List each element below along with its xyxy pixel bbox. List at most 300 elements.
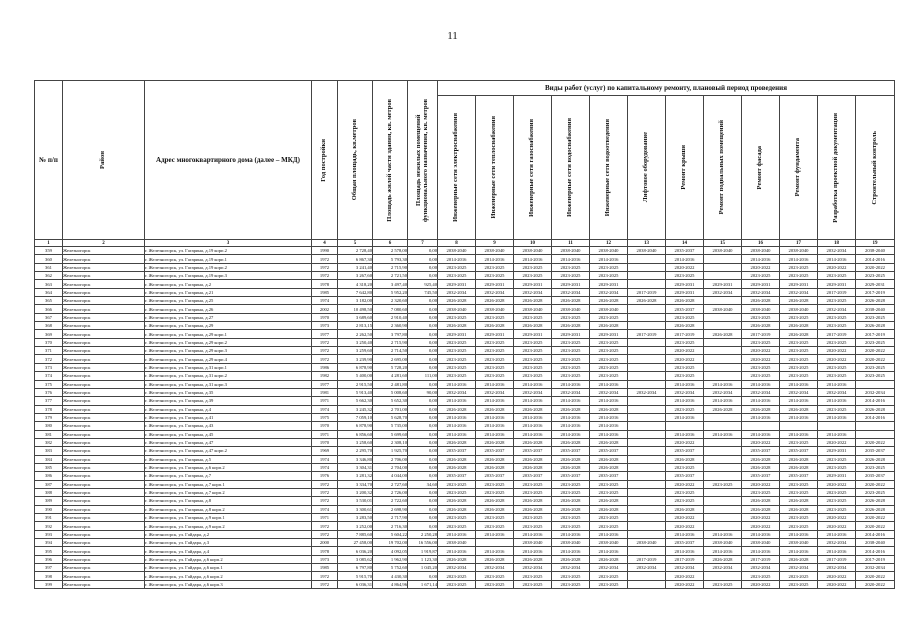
work-period-cell: 2020-2022 <box>666 347 704 355</box>
nonres-area-cell: 0,00 <box>408 522 438 530</box>
column-number: 12 <box>590 240 628 247</box>
header-year <box>312 81 338 240</box>
total-area-cell: 3 200,32 <box>338 488 373 496</box>
work-period-cell: 2029-2031 <box>590 330 628 338</box>
district-cell: Железногорск <box>63 397 145 405</box>
work-period-cell: 2020-2022 <box>856 580 895 588</box>
work-period-cell <box>628 355 666 363</box>
work-period-cell: 2023-2025 <box>514 522 552 530</box>
work-period-cell: 2026-2028 <box>666 322 704 330</box>
work-period-cell: 2017-2019 <box>742 330 780 338</box>
work-period-cell: 2020-2022 <box>742 263 780 271</box>
work-period-cell: 2014-2016 <box>438 547 476 555</box>
district-cell: Железногорск <box>63 438 145 446</box>
year-cell: 1985 <box>312 564 338 572</box>
total-area-cell: 7 885,60 <box>338 530 373 538</box>
address-cell: г. Железногорск, ул. Гагарина, д.7 корп.2 <box>145 488 312 496</box>
work-period-cell: 2023-2025 <box>438 338 476 346</box>
work-period-cell: 2038-2040 <box>856 539 895 547</box>
work-period-cell: 2026-2028 <box>780 455 818 463</box>
work-period-cell: 2023-2025 <box>438 272 476 280</box>
living-area-cell: 5 008,60 <box>373 388 408 396</box>
total-area-cell: 3 267,60 <box>338 272 373 280</box>
work-period-cell: 2023-2025 <box>818 313 856 321</box>
work-period-cell: 2020-2022 <box>666 438 704 446</box>
work-period-cell: 2035-2037 <box>514 472 552 480</box>
row-number: 395 <box>35 547 63 555</box>
header-total-area <box>338 81 373 240</box>
district-cell: Железногорск <box>63 488 145 496</box>
table-row <box>35 255 895 263</box>
work-period-cell: 2026-2028 <box>514 497 552 505</box>
work-period-cell: 2026-2028 <box>590 438 628 446</box>
work-period-cell: 2032-2034 <box>856 388 895 396</box>
nonres-area-cell: 1 671,14 <box>408 580 438 588</box>
district-cell: Железногорск <box>63 480 145 488</box>
work-period-cell: 2026-2028 <box>552 505 590 513</box>
work-period-cell: 2035-2037 <box>666 305 704 313</box>
work-period-cell: 2017-2019 <box>856 330 895 338</box>
work-period-cell: 2014-2016 <box>438 413 476 421</box>
address-cell: г. Железногорск, ул. Гайдара, д.4 <box>145 547 312 555</box>
header-work-2 <box>476 96 514 240</box>
work-period-cell: 2020-2022 <box>666 580 704 588</box>
address-cell: г. Железногорск, ул. Гагарина, д.9 корп.2 <box>145 522 312 530</box>
header-work-label: Ремонт фундамента <box>794 138 802 197</box>
row-number: 394 <box>35 539 63 547</box>
work-period-cell: 2032-2034 <box>818 305 856 313</box>
work-period-cell: 2023-2025 <box>742 572 780 580</box>
address-cell: г. Железногорск, ул. Гагарина, д.26 <box>145 305 312 313</box>
header-work-label: Лифтовое оборудование <box>642 132 650 203</box>
year-cell: 1971 <box>312 397 338 405</box>
column-number: 17 <box>780 240 818 247</box>
work-period-cell <box>628 263 666 271</box>
table-row <box>35 347 895 355</box>
living-area-cell: 2 481,80 <box>373 380 408 388</box>
work-period-cell <box>628 272 666 280</box>
year-cell: 1971 <box>312 430 338 438</box>
living-area-cell: 2 727,60 <box>373 480 408 488</box>
total-area-cell: 3 182,00 <box>338 297 373 305</box>
year-cell: 1978 <box>312 280 338 288</box>
work-period-cell: 2035-2037 <box>780 447 818 455</box>
work-period-cell: 2017-2019 <box>742 555 780 563</box>
nonres-area-cell: 0,00 <box>408 514 438 522</box>
work-period-cell: 2023-2025 <box>476 572 514 580</box>
row-number: 374 <box>35 372 63 380</box>
work-period-cell: 2014-2016 <box>514 530 552 538</box>
work-period-cell: 2032-2034 <box>628 564 666 572</box>
row-number: 362 <box>35 272 63 280</box>
work-period-cell: 2035-2037 <box>856 447 895 455</box>
work-period-cell: 2023-2025 <box>856 363 895 371</box>
work-period-cell: 2032-2034 <box>780 388 818 396</box>
work-period-cell: 2014-2016 <box>780 530 818 538</box>
work-period-cell: 2023-2025 <box>818 488 856 496</box>
work-period-cell: 2023-2025 <box>590 313 628 321</box>
total-area-cell: 3 250,40 <box>338 338 373 346</box>
table-row <box>35 380 895 388</box>
work-period-cell: 2032-2034 <box>514 564 552 572</box>
total-area-cell: 3 239,90 <box>338 355 373 363</box>
work-period-cell: 2014-2016 <box>590 380 628 388</box>
work-period-cell: 2014-2016 <box>476 255 514 263</box>
work-period-cell: 2035-2037 <box>514 447 552 455</box>
work-period-cell: 2014-2016 <box>590 413 628 421</box>
row-number: 389 <box>35 497 63 505</box>
living-area-cell: 2 578,00 <box>373 247 408 255</box>
row-number: 390 <box>35 505 63 513</box>
work-period-cell: 2026-2028 <box>552 497 590 505</box>
district-cell: Железногорск <box>63 497 145 505</box>
work-period-cell <box>704 572 742 580</box>
work-period-cell: 2035-2037 <box>742 472 780 480</box>
year-cell: 1986 <box>312 363 338 371</box>
work-period-cell: 2035-2037 <box>742 447 780 455</box>
district-cell: Железногорск <box>63 522 145 530</box>
row-number: 385 <box>35 463 63 471</box>
column-number: 2 <box>63 240 145 247</box>
work-period-cell: 2026-2028 <box>552 405 590 413</box>
header-work-1 <box>438 96 476 240</box>
work-period-cell: 2014-2016 <box>514 547 552 555</box>
row-number: 379 <box>35 413 63 421</box>
work-period-cell: 2035-2037 <box>590 447 628 455</box>
nonres-area-cell: 0,00 <box>408 572 438 580</box>
address-cell: г. Железногорск, ул. Гагарина, д.6 корп.2 <box>145 463 312 471</box>
work-period-cell: 2026-2028 <box>856 297 895 305</box>
work-period-cell: 2038-2040 <box>628 247 666 255</box>
nonres-area-cell: 0,00 <box>408 380 438 388</box>
year-cell: 1975 <box>312 413 338 421</box>
year-cell: 1972 <box>312 530 338 538</box>
table-row <box>35 480 895 488</box>
row-number: 377 <box>35 397 63 405</box>
nonres-area-cell: 1 919,87 <box>408 547 438 555</box>
table-row <box>35 313 895 321</box>
work-period-cell: 2032-2034 <box>666 388 704 396</box>
living-area-cell: 5 604,22 <box>373 530 408 538</box>
work-period-cell: 2023-2025 <box>742 488 780 496</box>
table-row <box>35 297 895 305</box>
work-period-cell: 2023-2025 <box>476 488 514 496</box>
header-total-area-label: Общая площадь, кв.метров <box>350 119 358 201</box>
work-period-cell: 2026-2028 <box>780 505 818 513</box>
work-period-cell: 2026-2028 <box>438 455 476 463</box>
work-period-cell: 2023-2025 <box>666 313 704 321</box>
nonres-area-cell: 16 556,00 <box>408 539 438 547</box>
work-period-cell: 2014-2016 <box>856 255 895 263</box>
header-district <box>63 81 145 240</box>
header-work-10 <box>780 96 818 240</box>
work-period-cell: 2014-2016 <box>780 430 818 438</box>
work-period-cell: 2020-2022 <box>818 480 856 488</box>
work-period-cell: 2038-2040 <box>590 305 628 313</box>
total-area-cell: 3 259,60 <box>338 347 373 355</box>
work-period-cell: 2026-2028 <box>590 322 628 330</box>
work-period-cell: 2032-2034 <box>590 564 628 572</box>
district-cell: Железногорск <box>63 555 145 563</box>
table-row <box>35 263 895 271</box>
address-cell: г. Железногорск, ул. Гагарина, д.27 <box>145 313 312 321</box>
row-number: 391 <box>35 514 63 522</box>
work-period-cell: 2020-2022 <box>742 580 780 588</box>
column-number: 8 <box>438 240 476 247</box>
work-period-cell: 2026-2028 <box>552 297 590 305</box>
work-period-cell <box>628 305 666 313</box>
work-period-cell: 2020-2022 <box>856 522 895 530</box>
work-period-cell <box>704 422 742 430</box>
total-area-cell: 2 262,50 <box>338 330 373 338</box>
nonres-area-cell: 0,00 <box>408 330 438 338</box>
year-cell: 1977 <box>312 380 338 388</box>
work-period-cell: 2032-2034 <box>818 564 856 572</box>
work-period-cell: 2020-2022 <box>666 263 704 271</box>
address-cell: г. Железногорск, ул. Гагарина, д.19 корп.3 <box>145 272 312 280</box>
work-period-cell <box>628 347 666 355</box>
column-number: 6 <box>373 240 408 247</box>
nonres-area-cell: 0,00 <box>408 255 438 263</box>
row-number: 381 <box>35 430 63 438</box>
table-row <box>35 564 895 572</box>
work-period-cell <box>704 413 742 421</box>
column-number: 15 <box>704 240 742 247</box>
work-period-cell: 2029-2031 <box>818 472 856 480</box>
living-area-cell: 2 695,00 <box>373 355 408 363</box>
work-period-cell: 2038-2040 <box>552 539 590 547</box>
year-cell: 1972 <box>312 580 338 588</box>
work-period-cell <box>704 338 742 346</box>
work-period-cell <box>856 380 895 388</box>
work-period-cell: 2038-2040 <box>514 305 552 313</box>
work-period-cell: 2023-2025 <box>438 480 476 488</box>
work-period-cell: 2023-2025 <box>780 313 818 321</box>
work-period-cell <box>628 438 666 446</box>
work-period-cell: 2026-2028 <box>514 455 552 463</box>
work-period-cell: 2023-2025 <box>552 263 590 271</box>
address-cell: г. Железногорск, ул. Гагарина, д.19 корп.2 <box>145 263 312 271</box>
district-cell: Железногорск <box>63 447 145 455</box>
work-period-cell <box>628 488 666 496</box>
address-cell: г. Железногорск, ул. Гагарина, д.5 <box>145 455 312 463</box>
work-period-cell: 2017-2019 <box>818 288 856 296</box>
district-cell: Железногорск <box>63 322 145 330</box>
total-area-cell: 3 281,32 <box>338 472 373 480</box>
header-work-label: Инженерные сети теплоснабжения <box>490 116 498 219</box>
work-period-cell: 2014-2016 <box>818 430 856 438</box>
work-period-cell <box>628 405 666 413</box>
work-period-cell: 2026-2028 <box>628 297 666 305</box>
district-cell: Железногорск <box>63 355 145 363</box>
work-period-cell: 2029-2031 <box>438 280 476 288</box>
work-period-cell: 2014-2016 <box>780 397 818 405</box>
nonres-area-cell: 0,00 <box>408 322 438 330</box>
work-period-cell: 2026-2028 <box>780 297 818 305</box>
total-area-cell: 6 797,80 <box>338 564 373 572</box>
nonres-area-cell: 0,00 <box>408 438 438 446</box>
work-period-cell: 2029-2031 <box>552 280 590 288</box>
row-number: 398 <box>35 572 63 580</box>
work-period-cell: 2029-2031 <box>514 280 552 288</box>
work-period-cell: 2017-2019 <box>628 330 666 338</box>
district-cell: Железногорск <box>63 413 145 421</box>
work-period-cell: 2023-2025 <box>742 338 780 346</box>
total-area-cell: 2 915,50 <box>338 380 373 388</box>
total-area-cell: 5 915,70 <box>338 572 373 580</box>
work-period-cell: 2038-2040 <box>704 247 742 255</box>
work-period-cell: 2023-2025 <box>666 363 704 371</box>
total-area-cell: 3 530,01 <box>338 497 373 505</box>
table-row <box>35 514 895 522</box>
living-area-cell: 2 714,50 <box>373 347 408 355</box>
nonres-area-cell: 2 250,28 <box>408 530 438 538</box>
work-period-cell: 2029-2031 <box>552 330 590 338</box>
total-area-cell: 2 295,70 <box>338 447 373 455</box>
address-cell: г. Железногорск, ул. Гагарина, д.39 <box>145 397 312 405</box>
work-period-cell: 2023-2025 <box>780 438 818 446</box>
row-number: 368 <box>35 322 63 330</box>
living-area-cell: 2 706,00 <box>373 455 408 463</box>
work-period-cell: 2020-2022 <box>818 580 856 588</box>
work-period-cell <box>628 413 666 421</box>
address-cell: г. Железногорск, ул. Гагарина, д.4 <box>145 405 312 413</box>
work-period-cell: 2020-2022 <box>856 438 895 446</box>
work-period-cell: 2014-2016 <box>552 422 590 430</box>
work-period-cell: 2026-2028 <box>514 322 552 330</box>
address-cell: г. Железногорск, ул. Гайдара, д.2 <box>145 530 312 538</box>
total-area-cell: 10 498,50 <box>338 305 373 313</box>
work-period-cell: 2026-2028 <box>438 497 476 505</box>
work-period-cell: 2014-2016 <box>742 547 780 555</box>
work-period-cell: 2026-2028 <box>476 497 514 505</box>
work-period-cell: 2023-2025 <box>818 372 856 380</box>
district-cell: Железногорск <box>63 430 145 438</box>
work-period-cell: 2026-2028 <box>742 463 780 471</box>
work-period-cell: 2026-2028 <box>552 463 590 471</box>
work-period-cell: 2023-2025 <box>590 363 628 371</box>
row-number: 376 <box>35 388 63 396</box>
work-period-cell: 2023-2025 <box>552 488 590 496</box>
work-period-cell: 2032-2034 <box>590 288 628 296</box>
work-period-cell: 2023-2025 <box>780 338 818 346</box>
header-work-label: Инженерные сети водоснабжения <box>566 118 574 217</box>
district-cell: Железногорск <box>63 288 145 296</box>
work-period-cell: 2023-2025 <box>818 405 856 413</box>
row-number: 399 <box>35 580 63 588</box>
work-period-cell <box>628 505 666 513</box>
district-cell: Железногорск <box>63 297 145 305</box>
year-cell: 1972 <box>312 572 338 580</box>
work-period-cell: 2014-2016 <box>590 255 628 263</box>
district-cell: Железногорск <box>63 514 145 522</box>
work-period-cell: 2023-2025 <box>590 572 628 580</box>
table-row <box>35 363 895 371</box>
table-row <box>35 338 895 346</box>
work-period-cell: 2026-2028 <box>780 322 818 330</box>
work-period-cell: 2023-2025 <box>476 363 514 371</box>
work-period-cell: 2023-2025 <box>818 505 856 513</box>
work-period-cell: 2032-2034 <box>818 388 856 396</box>
header-work-label: Ремонт фасада <box>756 145 764 190</box>
work-period-cell: 2038-2040 <box>552 305 590 313</box>
year-cell: 1990 <box>312 247 338 255</box>
address-cell: г. Железногорск, ул. Гагарина, д.19 корп.2 <box>145 247 312 255</box>
address-cell: г. Железногорск, ул. Гагарина, д.9 корп.1 <box>145 514 312 522</box>
work-period-cell: 2014-2016 <box>666 255 704 263</box>
header-work-8 <box>704 96 742 240</box>
work-period-cell: 2029-2031 <box>476 280 514 288</box>
work-period-cell: 2023-2025 <box>666 497 704 505</box>
table-row <box>35 305 895 313</box>
address-cell: г. Железногорск, ул. Гагарина, д.7 корп.1 <box>145 480 312 488</box>
year-cell: 1972 <box>312 355 338 363</box>
work-period-cell: 2014-2016 <box>856 413 895 421</box>
address-cell: г. Железногорск, ул. Гагарина, д.47 <box>145 438 312 446</box>
work-period-cell: 2023-2025 <box>552 514 590 522</box>
header-work-label: Ремонт подвальных помещений <box>718 120 726 215</box>
nonres-area-cell: 0,00 <box>408 247 438 255</box>
work-period-cell: 2026-2028 <box>780 555 818 563</box>
work-period-cell: 2026-2028 <box>476 297 514 305</box>
district-cell: Железногорск <box>63 539 145 547</box>
work-period-cell: 2023-2025 <box>780 272 818 280</box>
work-period-cell: 2023-2025 <box>514 514 552 522</box>
row-number: 372 <box>35 355 63 363</box>
living-area-cell: 3 497,40 <box>373 280 408 288</box>
table-row <box>35 572 895 580</box>
work-period-cell: 2014-2016 <box>818 255 856 263</box>
work-period-cell: 2014-2016 <box>552 413 590 421</box>
nonres-area-cell: 745,50 <box>408 288 438 296</box>
total-area-cell: 3 304,31 <box>338 463 373 471</box>
work-period-cell: 2023-2025 <box>476 347 514 355</box>
district-cell: Железногорск <box>63 572 145 580</box>
nonres-area-cell: 0,00 <box>408 263 438 271</box>
column-number: 9 <box>476 240 514 247</box>
work-period-cell: 2029-2031 <box>590 280 628 288</box>
header-year-label: Год постройки <box>320 138 328 182</box>
living-area-cell: 2 717,90 <box>373 514 408 522</box>
work-period-cell: 2023-2025 <box>666 405 704 413</box>
work-period-cell: 2014-2016 <box>666 530 704 538</box>
work-period-cell: 2029-2031 <box>514 330 552 338</box>
header-nonres-area-label: Площадь нежилых помещений функционального назначения, кв. метров <box>414 98 429 222</box>
work-period-cell: 2020-2022 <box>818 522 856 530</box>
work-period-cell: 2035-2037 <box>856 472 895 480</box>
work-period-cell: 2026-2028 <box>590 297 628 305</box>
table-row <box>35 272 895 280</box>
work-period-cell: 2023-2025 <box>818 272 856 280</box>
work-period-cell: 2014-2016 <box>514 397 552 405</box>
work-period-cell: 2020-2022 <box>666 522 704 530</box>
work-period-cell <box>628 480 666 488</box>
total-area-cell: 6 878,90 <box>338 422 373 430</box>
work-period-cell: 2035-2037 <box>552 472 590 480</box>
header-work-9 <box>742 96 780 240</box>
work-period-cell: 2014-2016 <box>742 430 780 438</box>
work-period-cell: 2020-2022 <box>666 480 704 488</box>
column-number: 16 <box>742 240 780 247</box>
work-period-cell: 2023-2025 <box>856 313 895 321</box>
work-period-cell <box>628 455 666 463</box>
work-period-cell: 2014-2016 <box>666 380 704 388</box>
nonres-area-cell: 0,00 <box>408 430 438 438</box>
living-area-cell: 2 704,00 <box>373 463 408 471</box>
work-period-cell: 2032-2034 <box>704 388 742 396</box>
district-cell: Железногорск <box>63 472 145 480</box>
work-period-cell: 2032-2034 <box>742 388 780 396</box>
